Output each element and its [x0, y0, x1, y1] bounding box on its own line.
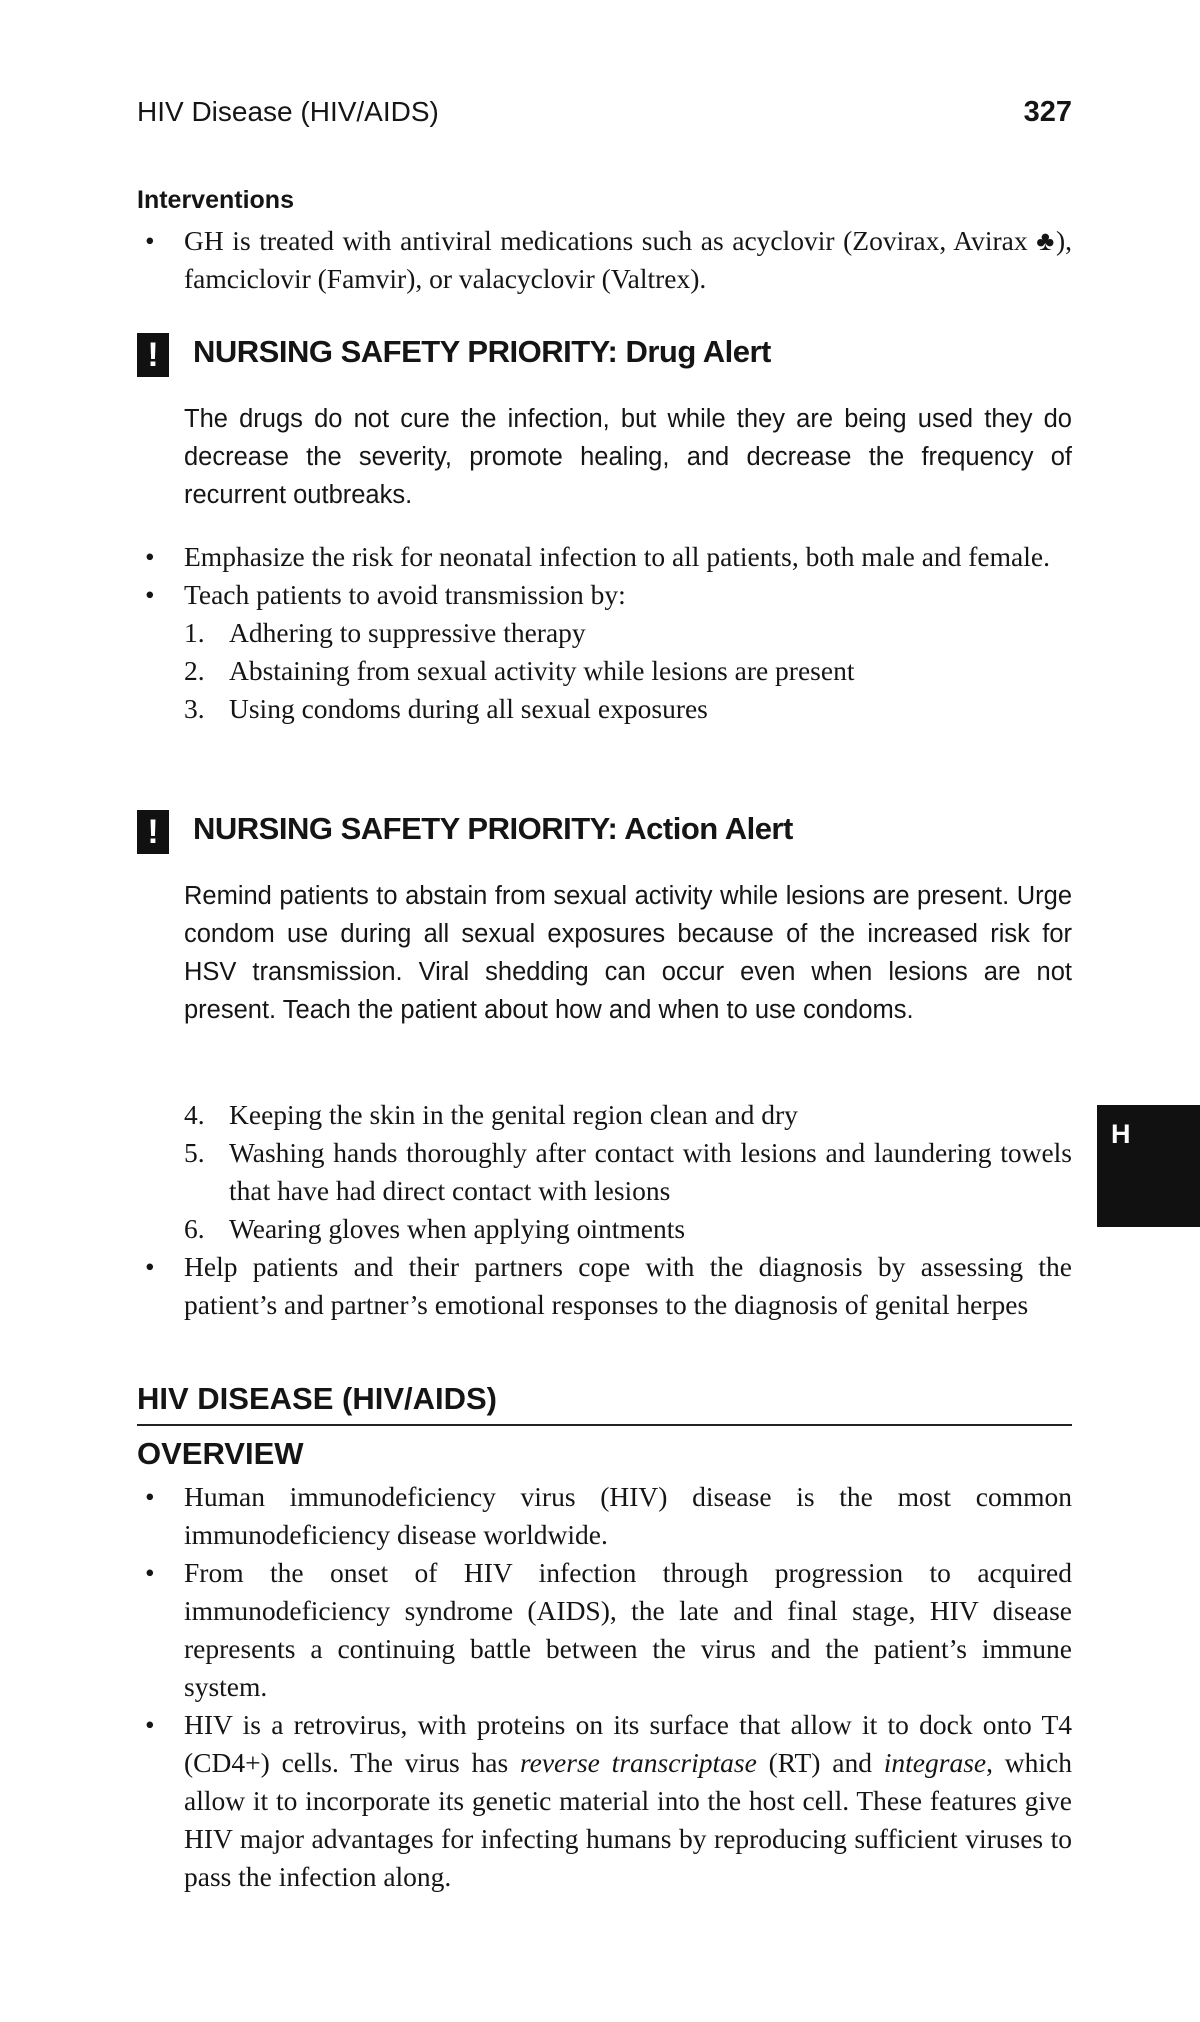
list-item: [137, 1096, 1072, 1248]
step-text: Keeping the skin in the genital region clean and dry: [229, 1099, 798, 1130]
bullet-icon: •: [145, 225, 155, 256]
list-item-text: GH is treated with antiviral medications such as acyclovir (Zovirax, Avirax ♣), famciclovir (Famvir), or valacyclovir (Valtrex).: [184, 225, 1072, 294]
overview-list: [137, 1478, 1072, 1896]
exclamation-icon: !: [137, 810, 169, 854]
list-item: [137, 1554, 1072, 1706]
list-item-text: [184, 1709, 1072, 1892]
step-number: 6.: [184, 1213, 205, 1244]
numbered-step: [184, 1096, 1072, 1134]
section-title: HIV DISEASE (HIV/AIDS): [137, 1381, 497, 1416]
step-text: Washing hands thoroughly after contact with lesions and laundering towels that have had direct contact with lesions: [229, 1137, 1072, 1206]
term-reverse-transcriptase: reverse transcriptase: [519, 1747, 757, 1778]
list-item-text: From the onset of HIV infection through progression to acquired immunodeficiency syndrome (AIDS), the late and final stage, HIV disease represents a continuing battle between the virus and the patient’s immune system.: [184, 1557, 1072, 1702]
numbered-step: [184, 1210, 1072, 1248]
list-item-text: Human immunodeficiency virus (HIV) disease is the most common immunodeficiency disease worldwide.: [184, 1481, 1072, 1550]
step-number: 3.: [184, 693, 205, 724]
numbered-step: [184, 1134, 1072, 1210]
numbered-step: [184, 614, 1072, 652]
interventions-list: [137, 222, 1072, 298]
section-divider: [137, 1424, 1072, 1426]
numbered-steps: [184, 614, 1072, 728]
bullet-icon: •: [145, 1557, 155, 1588]
text-run: HIV is a retrovirus, with proteins on its surface that allow it to dock onto T4 (CD4+) cells. The virus has: [184, 1709, 1072, 1778]
list-item: [137, 1706, 1072, 1896]
step-text: Adhering to suppressive therapy: [229, 617, 586, 648]
list-item: [137, 222, 1072, 298]
transmission-list: [137, 538, 1072, 728]
list-item: [137, 538, 1072, 576]
drug-alert-body: The drugs do not cure the infection, but while they are being used they do decrease the severity, promote healing, and decrease the frequency of recurrent outbreaks.: [184, 405, 1072, 509]
bullet-icon: •: [145, 1481, 155, 1512]
overview-heading: OVERVIEW: [137, 1436, 304, 1471]
exclamation-icon: !: [137, 333, 169, 377]
drug-alert-box: [137, 330, 1072, 514]
numbered-step: [184, 652, 1072, 690]
drug-alert-header: [137, 330, 1072, 378]
thumb-index-tab: [1097, 1105, 1200, 1227]
running-title: HIV Disease (HIV/AIDS): [137, 96, 439, 127]
running-header: [137, 96, 1072, 136]
action-alert-body: Remind patients to abstain from sexual activity while lesions are present. Urge condom use during all sexual exposures because of the increased risk for HSV transmission. Viral shedding can occur even when lesions are not present. Teach the patient about how and when to use condoms.: [184, 882, 1072, 1024]
list-item-text: Help patients and their partners cope with the diagnosis by assessing the patient’s and partner’s emotional responses to the diagnosis of genital herpes: [184, 1251, 1072, 1320]
numbered-steps: [184, 1096, 1072, 1248]
step-number: 2.: [184, 655, 205, 686]
step-text: Wearing gloves when applying ointments: [229, 1213, 686, 1244]
list-item: [137, 1248, 1072, 1324]
drug-alert-title: NURSING SAFETY PRIORITY: Drug Alert: [193, 334, 771, 369]
bullet-icon: •: [145, 579, 155, 610]
text-run: (RT) and: [756, 1747, 884, 1778]
list-item-text: Emphasize the risk for neonatal infection to all patients, both male and female.: [184, 541, 1050, 572]
step-number: 4.: [184, 1099, 205, 1130]
interventions-heading: Interventions: [137, 186, 294, 214]
numbered-step: [184, 690, 1072, 728]
bullet-icon: •: [145, 1709, 155, 1740]
step-number: 5.: [184, 1137, 205, 1168]
action-alert-box: [137, 807, 1072, 1029]
action-alert-title: NURSING SAFETY PRIORITY: Action Alert: [193, 811, 793, 846]
action-alert-header: [137, 807, 1072, 855]
step-text: Using condoms during all sexual exposures: [229, 693, 708, 724]
list-item-text: Teach patients to avoid transmission by:: [184, 579, 626, 610]
list-item: [137, 576, 1072, 728]
page-number: 327: [1023, 96, 1072, 128]
term-integrase: integrase: [883, 1747, 987, 1778]
thumb-index-letter: H: [1111, 1119, 1131, 1149]
list-item: [137, 1478, 1072, 1554]
step-text: Abstaining from sexual activity while lesions are present: [229, 655, 855, 686]
bullet-icon: •: [145, 541, 155, 572]
bullet-icon: •: [145, 1251, 155, 1282]
text-run: , which allow it to incorporate its genetic material into the host cell. These features give HIV major advantages for infecting humans by reproducing sufficient viruses to pass the infection along.: [184, 1747, 1072, 1892]
transmission-list-continued: [137, 1096, 1072, 1324]
step-number: 1.: [184, 617, 205, 648]
